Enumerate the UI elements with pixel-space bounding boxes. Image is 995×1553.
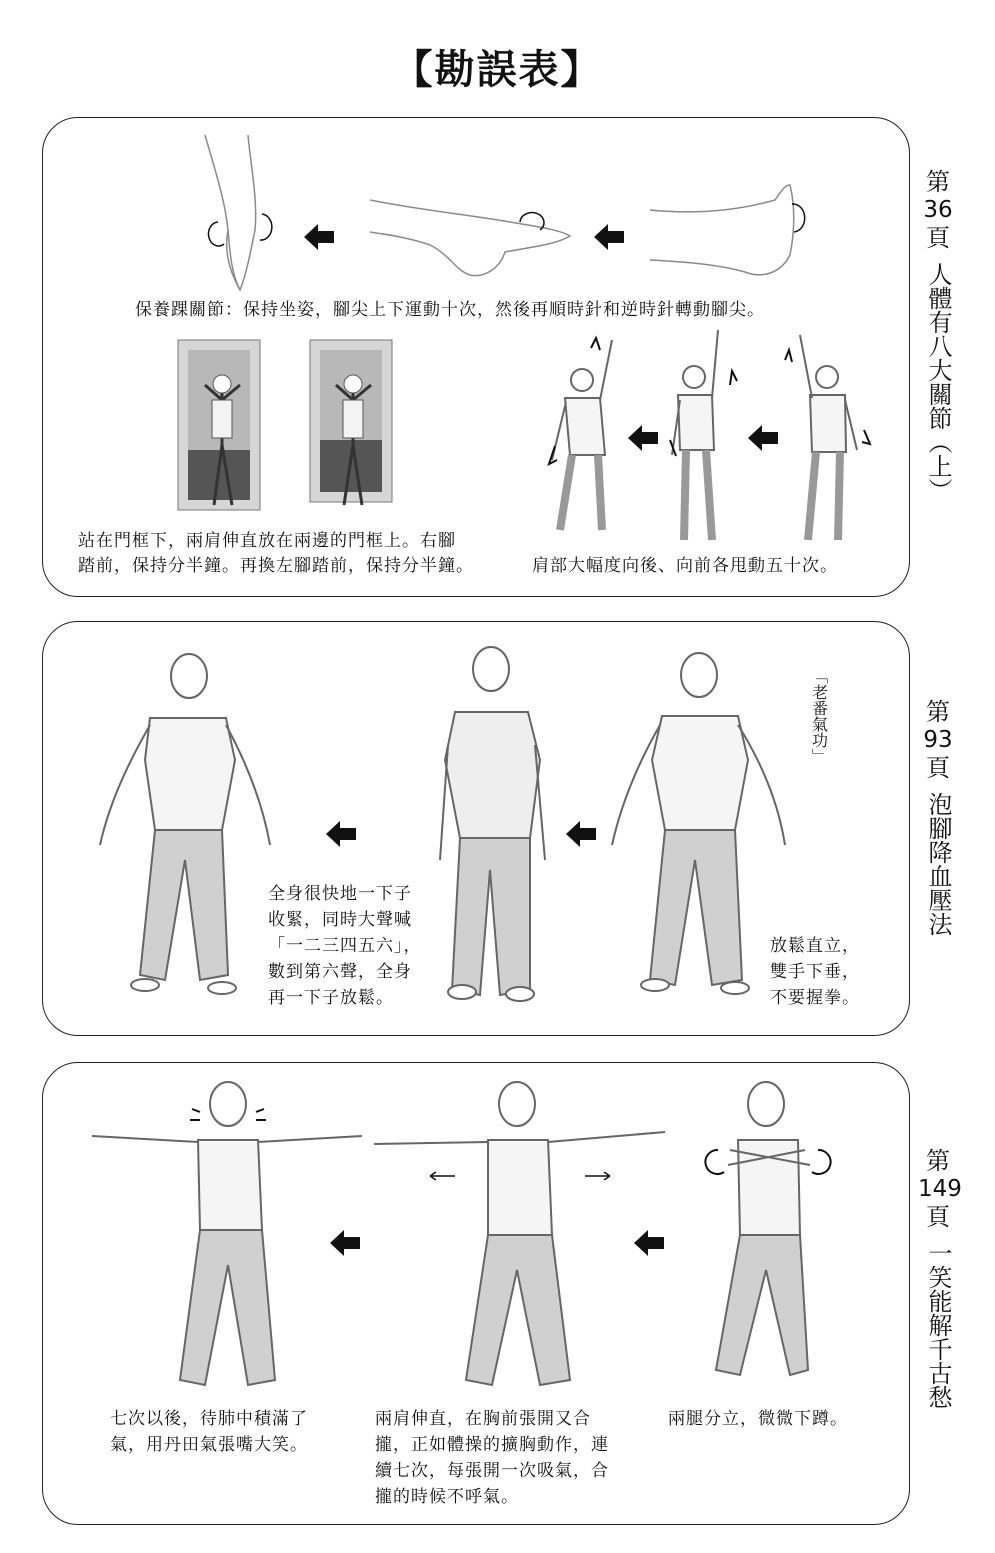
caption-chest-line-3: 續七次，每張開一次吸氣，合 [375, 1461, 609, 1481]
arrow-left-icon [304, 224, 334, 250]
vertical-note-text: 「老番氣功」 [809, 668, 829, 764]
page-prefix: 第 [926, 698, 950, 726]
caption-relax-line-3: 不要握拳。 [770, 988, 860, 1008]
caption-tense-line-2: 收緊，同時大聲喊 [268, 910, 412, 930]
caption-tense-line-5: 再一下子放鬆。 [268, 988, 394, 1008]
section-topic: 泡腳降血壓法 [924, 792, 952, 936]
caption-tense-line-1: 全身很快地一下子 [268, 884, 412, 904]
vertical-note [806, 668, 832, 768]
page-title: 【勘誤表】 [392, 47, 603, 93]
caption-squat: 兩腿分立，微微下蹲。 [668, 1409, 848, 1429]
caption-door-line-1: 站在門框下，兩肩伸直放在兩邊的門框上。右腳 [78, 531, 456, 551]
page-suffix: 頁 [926, 224, 950, 252]
caption-tense-line-4: 數到第六聲，全身 [268, 962, 412, 982]
leg-sketch-raised [650, 185, 805, 275]
door-frame-figure-1 [178, 340, 260, 510]
arrow-left-icon [628, 425, 658, 451]
caption-chest-line-1: 兩肩伸直，在胸前張開又合 [375, 1409, 591, 1429]
page-number: 93 [923, 727, 953, 753]
side-label-section-2 [918, 698, 958, 936]
caption-relax-line-2: 雙手下垂， [770, 962, 860, 982]
page-number: 36 [923, 197, 953, 223]
page-suffix: 頁 [926, 754, 950, 782]
caption-chest-line-2: 攏，正如體操的擴胸動作，連 [375, 1435, 609, 1455]
section-topic: 人體有八大關節（上） [924, 262, 952, 502]
shoulder-swing-figure-2 [670, 330, 737, 540]
shoulder-swing-figure-3 [785, 335, 870, 540]
arrow-left-icon [594, 224, 624, 250]
caption-laugh-line-2: 氣，用丹田氣張嘴大笑。 [110, 1435, 308, 1455]
caption-laugh-line-1: 七次以後，待肺中積滿了 [110, 1409, 308, 1429]
page-number: 149 [918, 1176, 962, 1202]
caption-shoulder: 肩部大幅度向後、向前各甩動五十次。 [532, 556, 838, 576]
caption-tense-line-3: 「一二三四五六」， [268, 936, 422, 956]
section-topic: 一笑能解千古愁 [924, 1241, 952, 1409]
page-prefix: 第 [926, 1147, 950, 1175]
caption-chest-line-4: 攏的時候不呼氣。 [375, 1487, 519, 1507]
caption-ankle: 保養踝關節：保持坐姿，腳尖上下運動十次，然後再順時針和逆時針轉動腳尖。 [135, 300, 765, 320]
caption-relax-line-1: 放鬆直立， [770, 936, 860, 956]
caption-door-line-2: 踏前，保持分半鐘。再換左腳踏前，保持分半鐘。 [78, 556, 474, 576]
arrow-left-icon [748, 425, 778, 451]
foot-sketch-horizontal [370, 200, 570, 276]
page-suffix: 頁 [926, 1203, 950, 1231]
door-frame-figure-2 [310, 340, 392, 505]
shoulder-swing-figure-1 [549, 338, 612, 530]
side-label-section-3 [918, 1147, 962, 1409]
side-label-section-1 [918, 168, 958, 502]
ankle-sketch-vertical [205, 135, 272, 290]
page-prefix: 第 [926, 168, 950, 196]
